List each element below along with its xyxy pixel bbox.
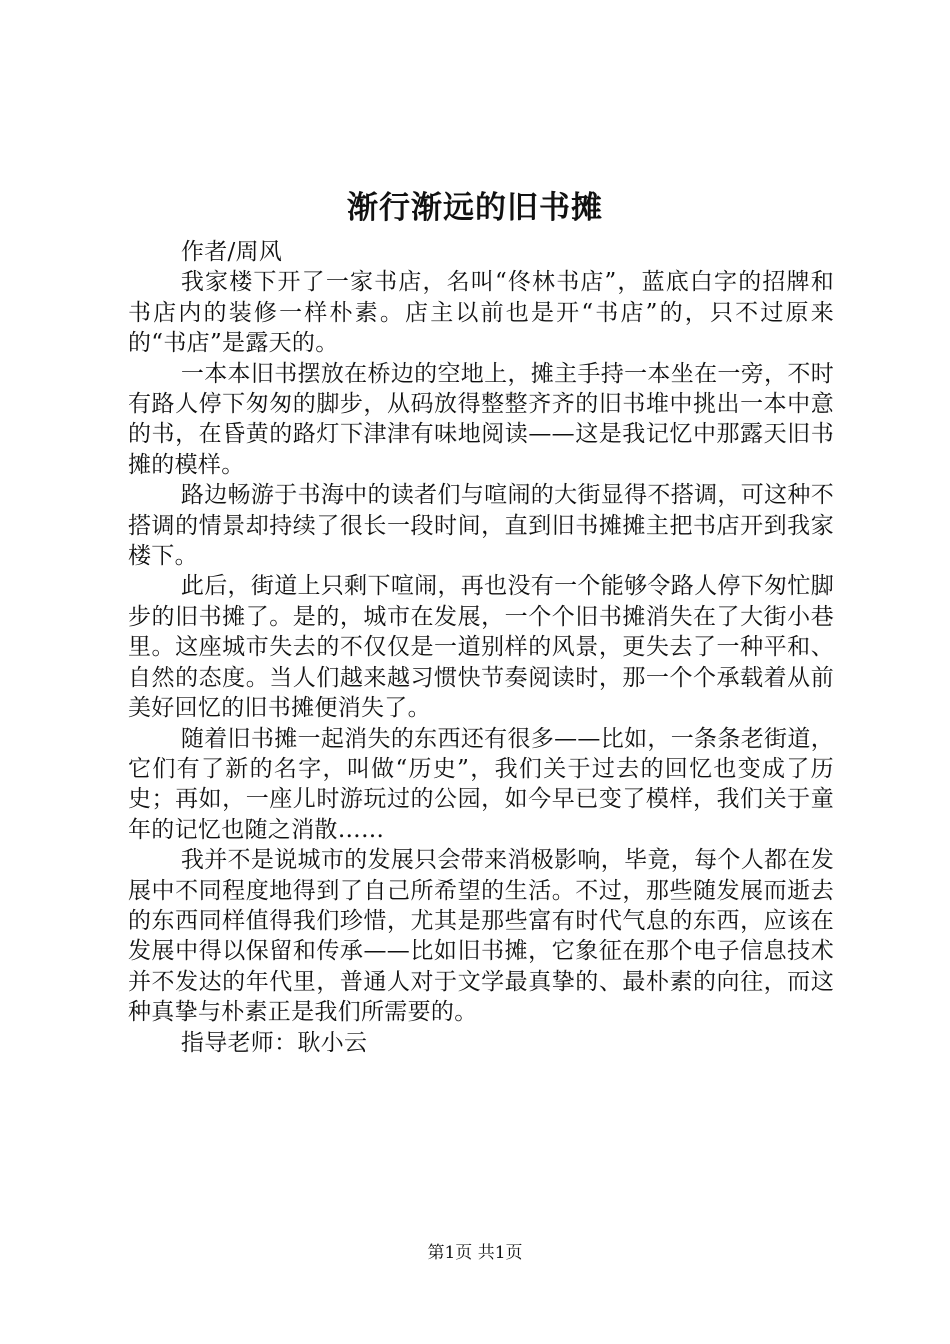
paragraph: 此后，街道上只剩下喧闹，再也没有一个能够令路人停下匆忙脚步的旧书摊了。是的，城市在发展，一个个旧书摊消失在了大街小巷里。这座城市失去的不仅仅是一道别样的风景，更失去了一种平和、自然的态度。当人们越来越习惯快节奏阅读时，那一个个承载着从前美好回忆的旧书摊便消失了。 — [128, 573, 834, 722]
article-body — [128, 237, 834, 1058]
document-title: 渐行渐远的旧书摊 — [347, 190, 603, 226]
paragraph: 路边畅游于书海中的读者们与喧闹的大街显得不搭调，可这种不搭调的情景却持续了很长一段时间，直到旧书摊摊主把书店开到我家楼下。 — [128, 482, 834, 570]
byline: 作者/周风 — [180, 239, 283, 265]
paragraph: 一本本旧书摆放在桥边的空地上，摊主手持一本坐在一旁，不时有路人停下匆匆的脚步，从码放得整整齐齐的旧书堆中挑出一本中意的书，在昏黄的路灯下津津有味地阅读——这是我记忆中那露天旧书摊的模样。 — [128, 360, 834, 478]
paragraph: 随着旧书摊一起消失的东西还有很多——比如，一条条老街道，它们有了新的名字，叫做“历史”，我们关于过去的回忆也变成了历史；再如，一座儿时游玩过的公园，如今早已变了模样，我们关于童年的记忆也随之消散…… — [128, 725, 834, 843]
advisor-line: 指导老师：耿小云 — [180, 1029, 368, 1056]
paragraph: 我并不是说城市的发展只会带来消极影响，毕竟，每个人都在发展中不同程度地得到了自己所希望的生活。不过，那些随发展而逝去的东西同样值得我们珍惜，尤其是那些富有时代气息的东西，应该在发展中得以保留和传承——比如旧书摊，它象征在那个电子信息技术并不发达的年代里，普通人对于文学最真挚的、最朴素的向往，而这种真挚与朴素正是我们所需要的。 — [128, 847, 834, 1026]
paragraph: 我家楼下开了一家书店，名叫“佟林书店”，蓝底白字的招牌和书店内的装修一样朴素。店主以前也是开“书店”的，只不过原来的“书店”是露天的。 — [128, 269, 834, 357]
page-number-footer: 第1页 共1页 — [427, 1243, 523, 1263]
